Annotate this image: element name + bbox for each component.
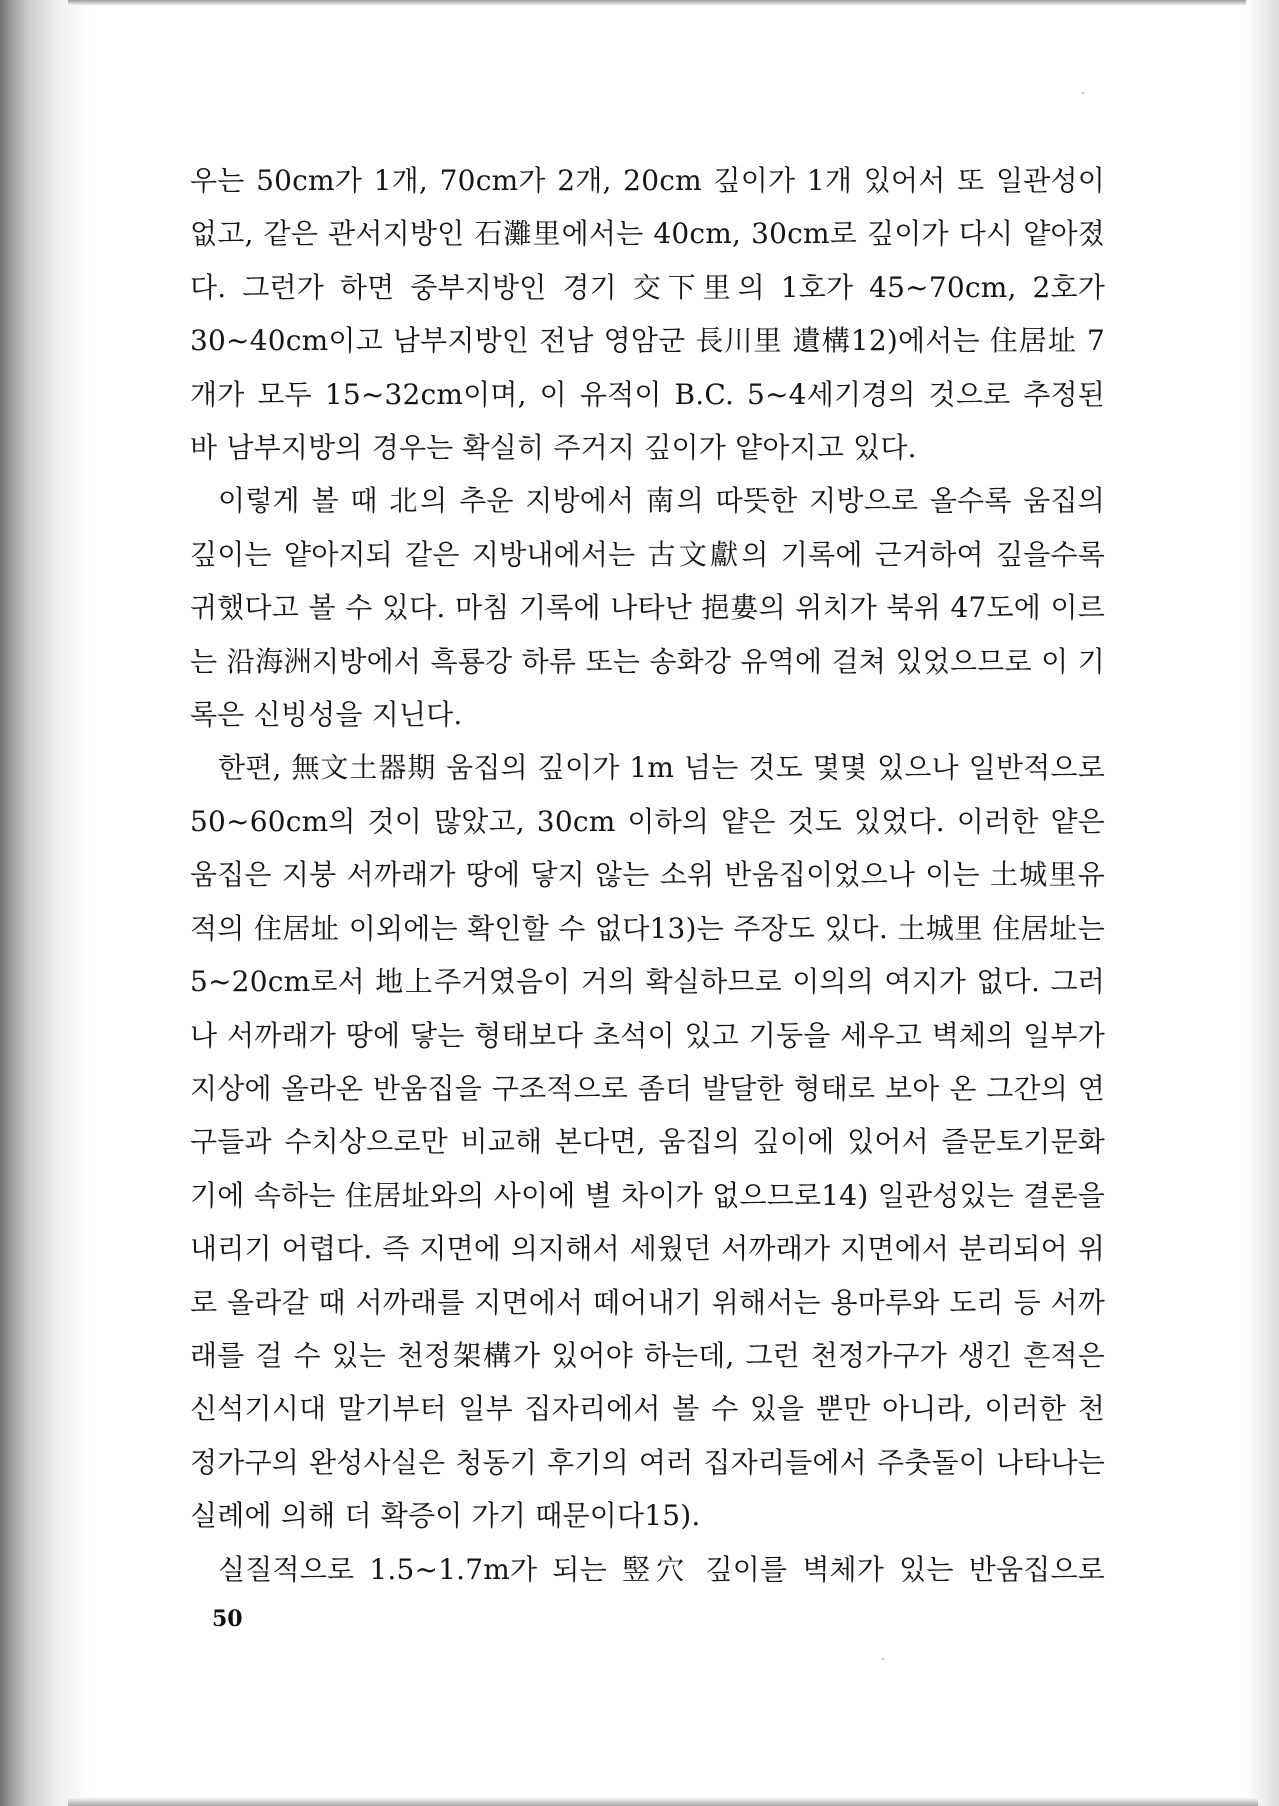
page-number: 50 bbox=[212, 1606, 243, 1632]
page-edge-right bbox=[1246, 0, 1279, 1806]
paragraph-1: 우는 50cm가 1개, 70cm가 2개, 20cm 깊이가 1개 있어서 또 일관성이 없고, 같은 관서지방인 石灘里에서는 40cm, 30cm로 깊이가 다시 얕아졌다. 그런가 하면 중부지방인 경기 交下里의 1호가 45~70cm, 2호가 30~40cm이고 남부지방인 전남 영암군 長川里 遺構12)에서는 住居址 7개가 모두 15~32cm이며, 이 유적이 B.C. 5~4세기경의 것으로 추정된 바 남부지방의 경우는 확실히 주거지 깊이가 얕아지고 있다. bbox=[190, 164, 1105, 465]
document-page bbox=[190, 154, 1105, 1596]
scan-speck bbox=[882, 1658, 884, 1660]
paragraph-3: 한편, 無文土器期 움집의 깊이가 1m 넘는 것도 몇몇 있으나 일반적으로 50~60cm의 것이 많았고, 30cm 이하의 얕은 것도 있었다. 이러한 얕은 움집은 지붕 서까래가 땅에 닿지 않는 소위 반움집이었으나 이는 土城里유적의 住居址 이외에는 확인할 수 없다13)는 주장도 있다. 土城里 住居址는 5~20cm로서 地上주거였음이 거의 확실하므로 이의의 여지가 없다. 그러나 서까래가 땅에 닿는 형태보다 초석이 있고 기둥을 세우고 벽체의 일부가 지상에 올라온 반움집을 구조적으로 좀더 발달한 형태로 보아 온 그간의 연구들과 수치상으로만 비교해 본다면, 움집의 깊이에 있어서 즐문토기문화기에 속하는 住居址와의 사이에 별 차이가 없으므로14) 일관성있는 결론을 내리기 어렵다. 즉 지면에 의지해서 세웠던 서까래가 지면에서 분리되어 위로 올라갈 때 서까래를 지면에서 떼어내기 위해서는 용마루와 도리 등 서까래를 걸 수 있는 천정架構가 있어야 하는데, 그런 천정가구가 생긴 흔적은 신석기시대 말기부터 일부 집자리에서 볼 수 있을 뿐만 아니라, 이러한 천정가구의 완성사실은 청동기 후기의 여러 집자리들에서 주춧돌이 나타나는 실례에 의해 더 확증이 가기 때문이다15). bbox=[190, 751, 1105, 1533]
paragraph-4: 실질적으로 1.5~1.7m가 되는 竪穴 깊이를 벽체가 있는 반움집으로 bbox=[218, 1552, 1105, 1586]
paragraph-2: 이렇게 볼 때 北의 추운 지방에서 南의 따뜻한 지방으로 올수록 움집의 깊이는 얕아지되 같은 지방내에서는 古文獻의 기록에 근거하여 깊을수록 귀했다고 볼 수 있다. 마침 기록에 나타난 挹婁의 위치가 북위 47도에 이르는 沿海洲지방에서 흑룡강 하류 또는 송화강 유역에 걸쳐 있었으므로 이 기록은 신빙성을 지닌다. bbox=[190, 484, 1105, 732]
page-edge-bottom bbox=[68, 1797, 1258, 1806]
scan-speck bbox=[1082, 92, 1084, 94]
page-edge-top bbox=[68, 0, 1258, 6]
book-spine-shadow bbox=[0, 0, 92, 1806]
